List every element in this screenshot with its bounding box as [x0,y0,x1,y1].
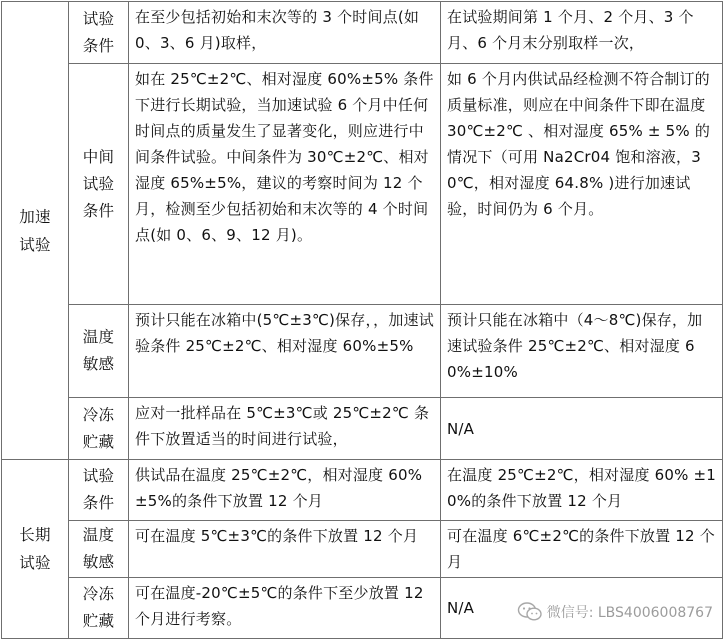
table-cell: 如在 25℃±2℃、相对湿度 60%±5% 条件下进行长期试验，当加速试验 6 个月中任何时间点的质量发生了显著变化，则应进行中间条件试验。中间条件为 30℃±2℃、相对湿度 65%±5%，建议的考察时间为 12 个月，检测至少包括初始和末次等的 4 个时间点(如 0、6、9、12 月)。 [129,64,441,305]
table-row [2,521,723,578]
table-cell: N/A [441,578,723,639]
group-label-accelerated: 加速试验 [2,2,69,460]
stability-conditions-table [1,1,723,639]
table-row [2,64,723,305]
table-cell: 可在温度 6℃±2℃的条件下放置 12 个月 [441,521,723,578]
watermark-text: 微信号: LBS4006008767 [546,605,713,621]
row-label: 温度敏感 [69,521,129,578]
table-cell: 在试验期间第 1 个月、2 个月、3 个月、6 个月末分别取样一次， [441,2,723,64]
table-cell: 在至少包括初始和末次等的 3 个时间点(如 0、3、6 月)取样， [129,2,441,64]
table-cell: N/A [441,398,723,460]
table-cell: 预计只能在冰箱中（4～8℃)保存，加速试验条件 25℃±2℃、相对湿度 60%±10% [441,305,723,398]
row-label: 试验条件 [69,460,129,521]
row-label: 冷冻贮藏 [69,578,129,639]
table-cell: 可在温度-20℃±5℃的条件下至少放置 12 个月进行考察。 [129,578,441,639]
row-label: 温度敏感 [69,305,129,398]
table-row [2,305,723,398]
table-cell: 应对一批样品在 5℃±3℃或 25℃±2℃ 条件下放置适当的时间进行试验， [129,398,441,460]
table-row [2,460,723,521]
table-row [2,2,723,64]
group-label-longterm: 长期试验 [2,460,69,639]
table-row [2,578,723,639]
row-label: 冷冻贮藏 [69,398,129,460]
row-label: 中间试验条件 [69,64,129,305]
row-label: 试验条件 [69,2,129,64]
table-cell: 在温度 25℃±2℃，相对湿度 60% ±10%的条件下放置 12 个月 [441,460,723,521]
table-cell: 可在温度 5℃±3℃的条件下放置 12 个月 [129,521,441,578]
table-cell: 如 6 个月内供试品经检测不符合制订的质量标准，则应在中间条件下即在温度 30℃±2℃ 、相对湿度 65% ± 5% 的情况下（可用 Na2Cr04 饱和溶液，30℃，相对湿度 64.8% )进行加速试验，时间仍为 6 个月。 [441,64,723,305]
table-cell: 供试品在温度 25℃±2℃，相对湿度 60%±5%的条件下放置 12 个月 [129,460,441,521]
table-row [2,398,723,460]
table-cell: 预计只能在冰箱中(5℃±3℃)保存，，加速试验条件 25℃±2℃、相对湿度 60%±5% [129,305,441,398]
